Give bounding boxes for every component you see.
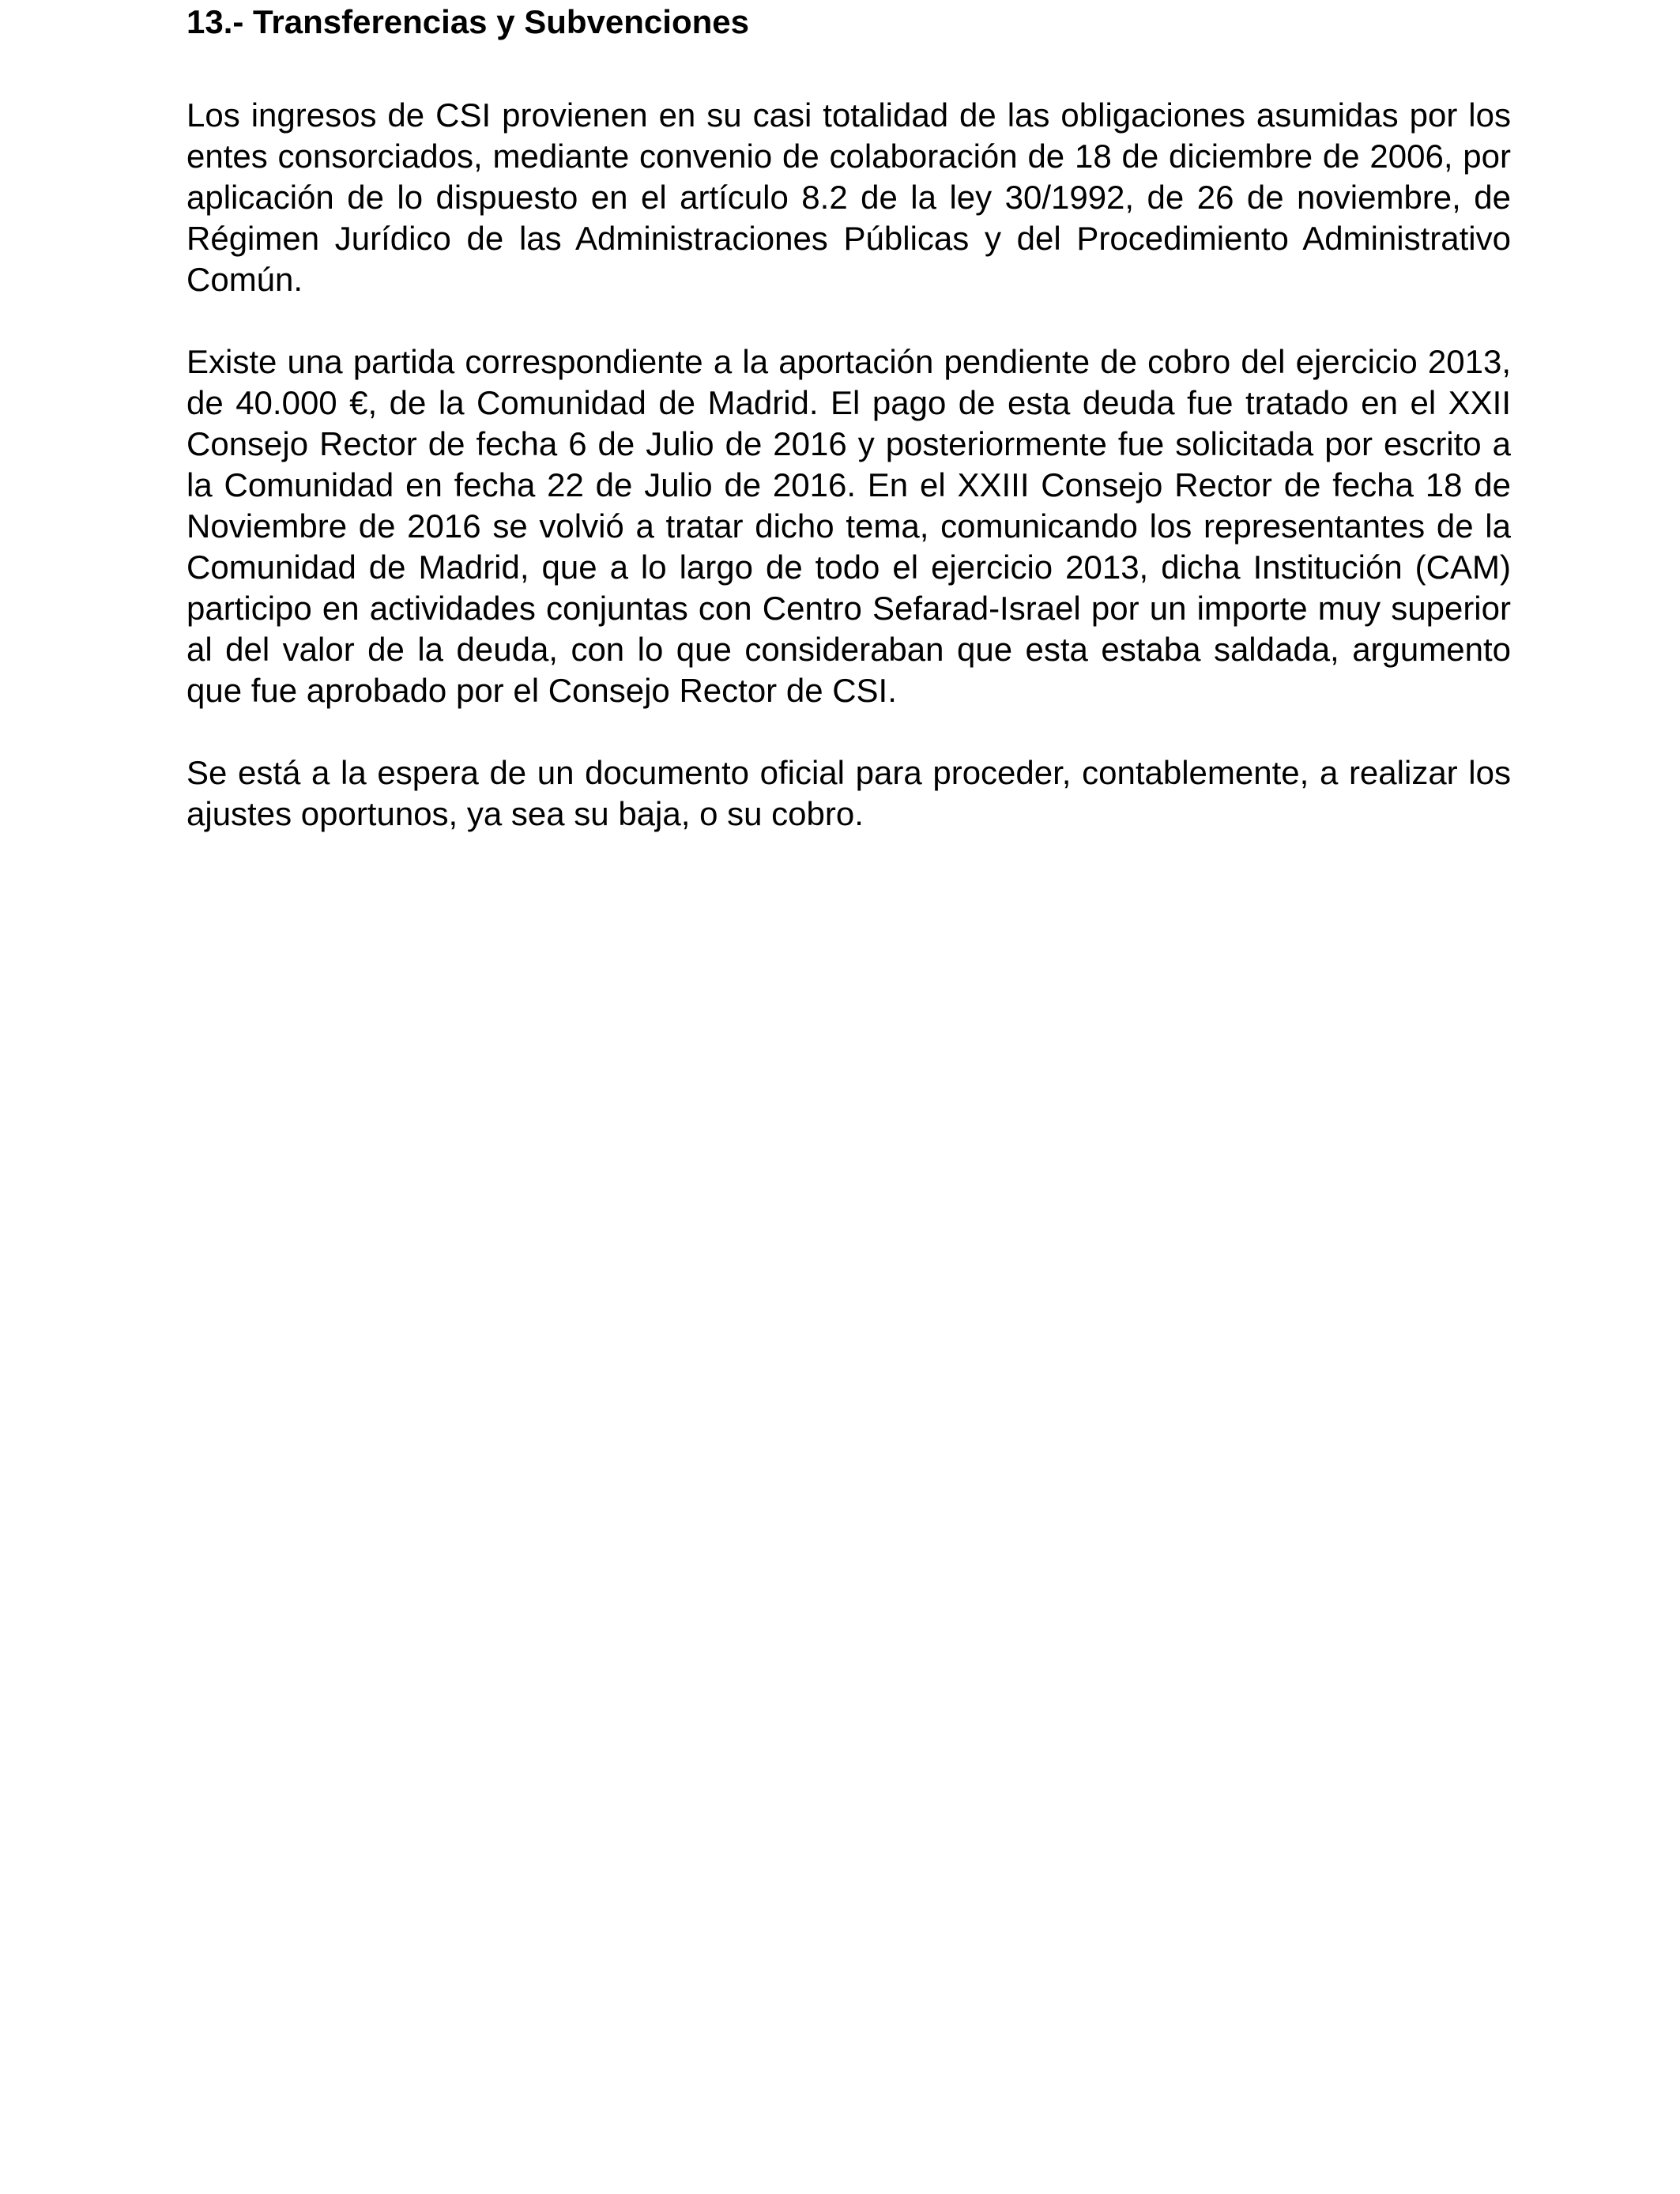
paragraph-income-sources: Los ingresos de CSI provienen en su casi totalidad de las obligaciones asumidas por los entes consorciados, mediante convenio de colaboración de 18 de diciembre de 2006, por aplicación de lo dispuesto en el artículo 8.2 de la ley 30/1992, de 26 de noviembre, de Régimen Jurídico de las Administraciones Públicas y del Procedimiento Administrativo Común. [186, 96, 1511, 298]
document-content [186, 0, 1511, 835]
paragraph-awaiting-document: Se está a la espera de un documento oficial para proceder, contablemente, a realizar los ajustes oportunos, ya sea su baja, o su cobro. [186, 754, 1511, 832]
section-title: 13.- Transferencias y Subvenciones [186, 3, 749, 40]
paragraph-pending-contribution: Existe una partida correspondiente a la aportación pendiente de cobro del ejercicio 2013, de 40.000 €, de la Comunidad de Madrid. El pago de esta deuda fue tratado en el XXII Consejo Rector de fecha 6 de Julio de 2016 y posteriormente fue solicitada por escrito a la Comunidad en fecha 22 de Julio de 2016. En el XXIII Consejo Rector de fecha 18 de Noviembre de 2016 se volvió a tratar dicho tema, comunicando los representantes de la Comunidad de Madrid, que a lo largo de todo el ejercicio 2013, dicha Institución (CAM) participo en actividades conjuntas con Centro Sefarad-Israel por un importe muy superior al del valor de la deuda, con lo que consideraban que esta estaba saldada, argumento que fue aprobado por el Consejo Rector de CSI. [186, 343, 1511, 709]
